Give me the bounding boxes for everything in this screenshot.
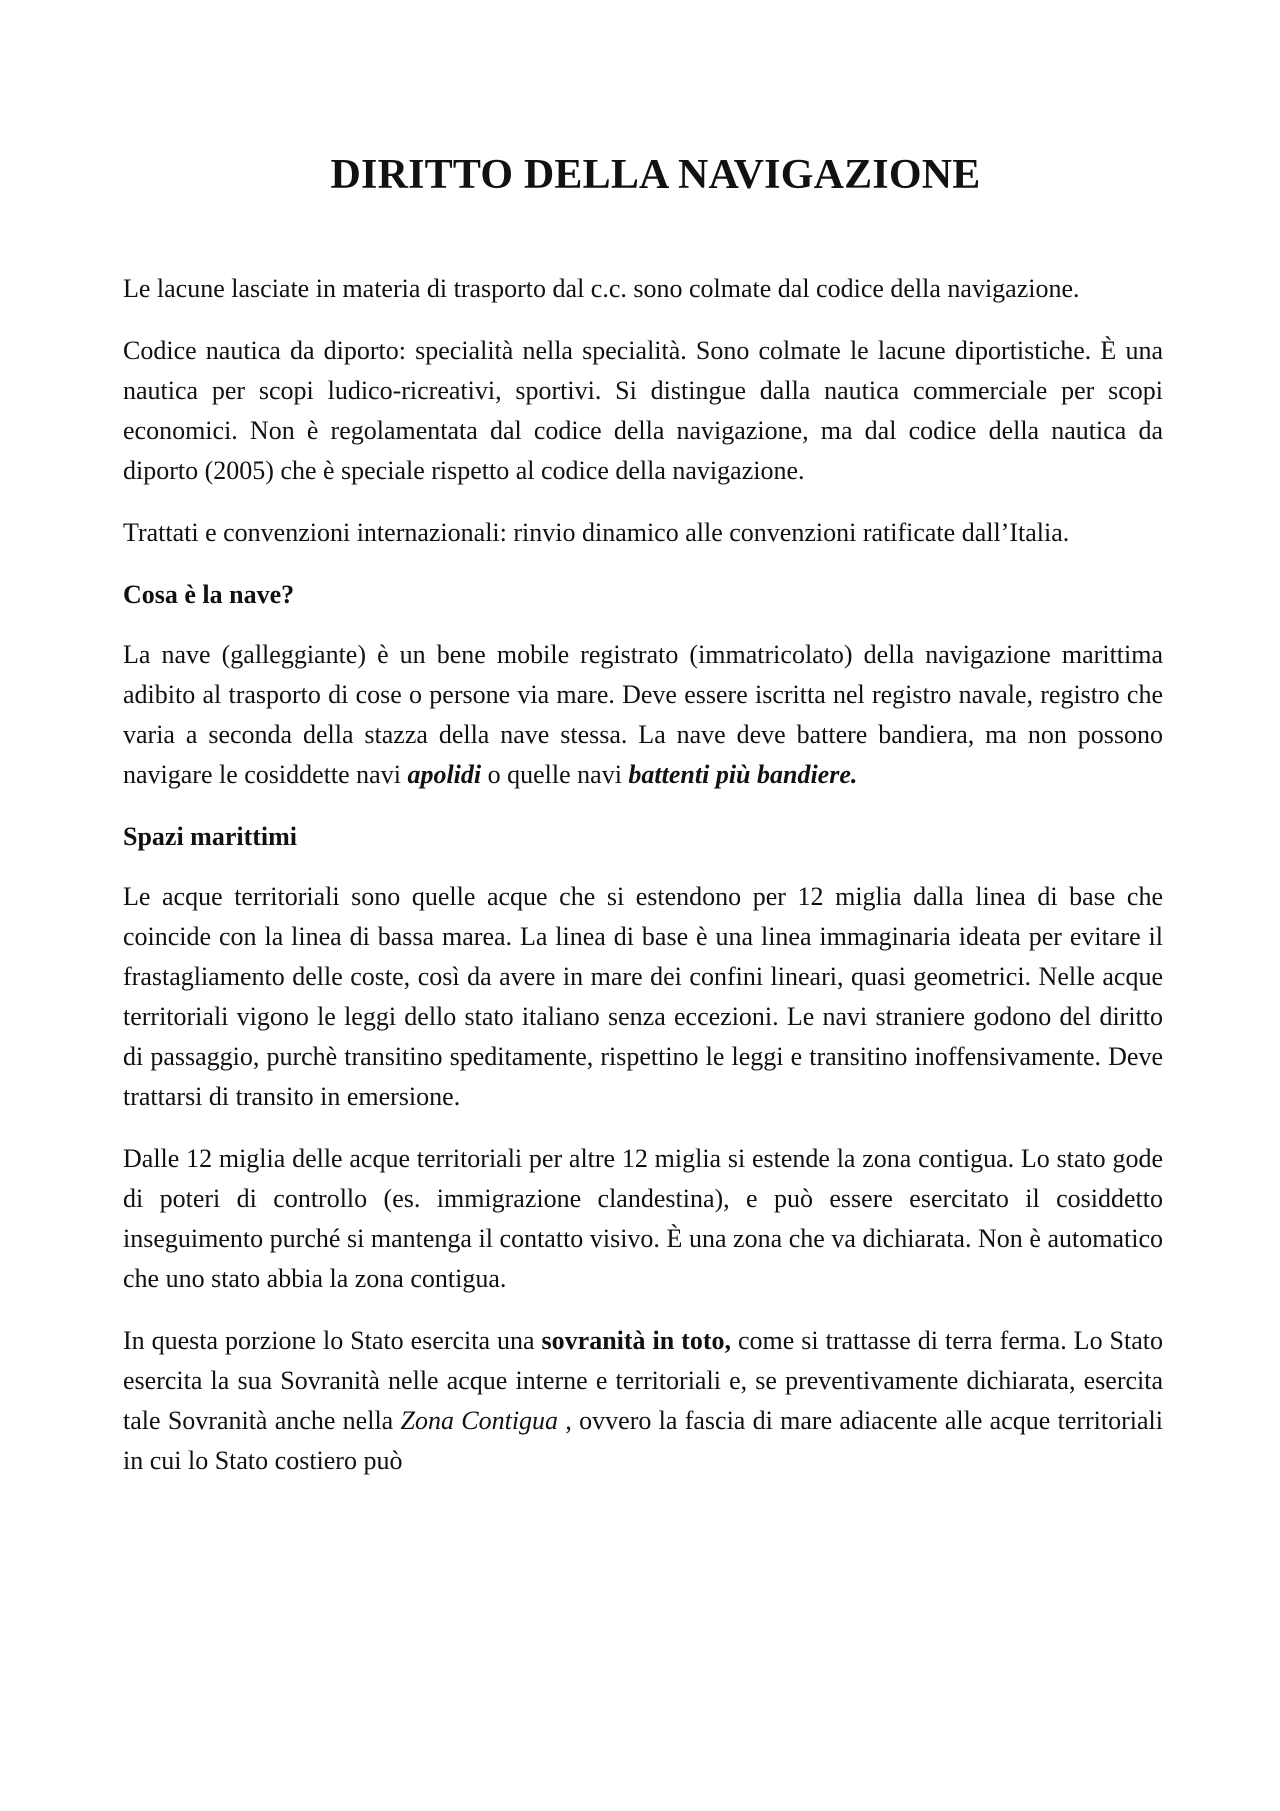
- section-heading-nave: Cosa è la nave?: [123, 580, 295, 610]
- paragraph-sovranita-text: In questa porzione lo Stato esercita una: [123, 1326, 542, 1356]
- emphasis-zona-contigua: Zona Contigua: [400, 1406, 559, 1436]
- paragraph-trattati: Trattati e convenzioni internazionali: rinvio dinamico alle convenzioni ratificate dall’Italia.: [123, 518, 1070, 548]
- paragraph-nave-text-2: o quelle navi: [481, 760, 629, 790]
- paragraph-nave-text: La nave (galleggiante) è un bene mobile registrato (immatricolato) della navigazione marittima adibito al trasporto di cose o persone via mare. Deve essere iscritta nel registro navale, registro che varia a seconda della stazza della nave stessa. La nave deve battere bandiera, ma non possono navigare le cosiddette navi: [123, 640, 1163, 790]
- page-title: DIRITTO DELLA NAVIGAZIONE: [330, 152, 981, 198]
- paragraph-nave: [123, 635, 1163, 795]
- emphasis-sovranita: sovranità in toto,: [541, 1326, 731, 1356]
- paragraph-lacune: Le lacune lasciate in materia di trasporto dal c.c. sono colmate dal codice della navigazione.: [123, 274, 1080, 304]
- document-page: [123, 150, 1163, 1503]
- paragraph-nautica-diporto: Codice nautica da diporto: specialità nella specialità. Sono colmate le lacune diportistiche. È una nautica per scopi ludico-ricreativi, sportivi. Si distingue dalla nautica commerciale per scopi economici. Non è regolamentata dal codice della navigazione, ma dal codice della nautica da diporto (2005) che è speciale rispetto al codice della navigazione.: [123, 336, 1163, 486]
- paragraph-sovranita: [123, 1321, 1163, 1481]
- paragraph-acque-territoriali: Le acque territoriali sono quelle acque che si estendono per 12 miglia dalla linea di base che coincide con la linea di bassa marea. La linea di base è una linea immaginaria ideata per evitare il frastagliamento delle coste, così da avere in mare dei confini lineari, quasi geometrici. Nelle acque territoriali vigono le leggi dello stato italiano senza eccezioni. Le navi straniere godono del diritto di passaggio, purchè transitino speditamente, rispettino le leggi e transitino inoffensivamente. Deve trattarsi di transito in emersione.: [123, 882, 1163, 1112]
- emphasis-battenti: battenti più bandiere.: [628, 760, 858, 790]
- paragraph-sovranita-text-2: come si trattasse di terra ferma. Lo Stato esercita la sua Sovranità nelle acque interne e territoriali e, se preventivamente dichiarata, esercita tale Sovranità anche nella: [123, 1326, 1163, 1436]
- paragraph-sovranita-text-3: , ovvero la fascia di mare adiacente alle acque territoriali in cui lo Stato costiero può: [123, 1406, 1163, 1476]
- emphasis-apolidi: apolidi: [407, 760, 482, 790]
- paragraph-zona-contigua: Dalle 12 miglia delle acque territoriali per altre 12 miglia si estende la zona contigua. Lo stato gode di poteri di controllo (es. immigrazione clandestina), e può essere esercitato il cosiddetto inseguimento purché si mantenga il contatto visivo. È una zona che va dichiarata. Non è automatico che uno stato abbia la zona contigua.: [123, 1144, 1163, 1294]
- section-heading-spazi: Spazi marittimi: [123, 822, 298, 852]
